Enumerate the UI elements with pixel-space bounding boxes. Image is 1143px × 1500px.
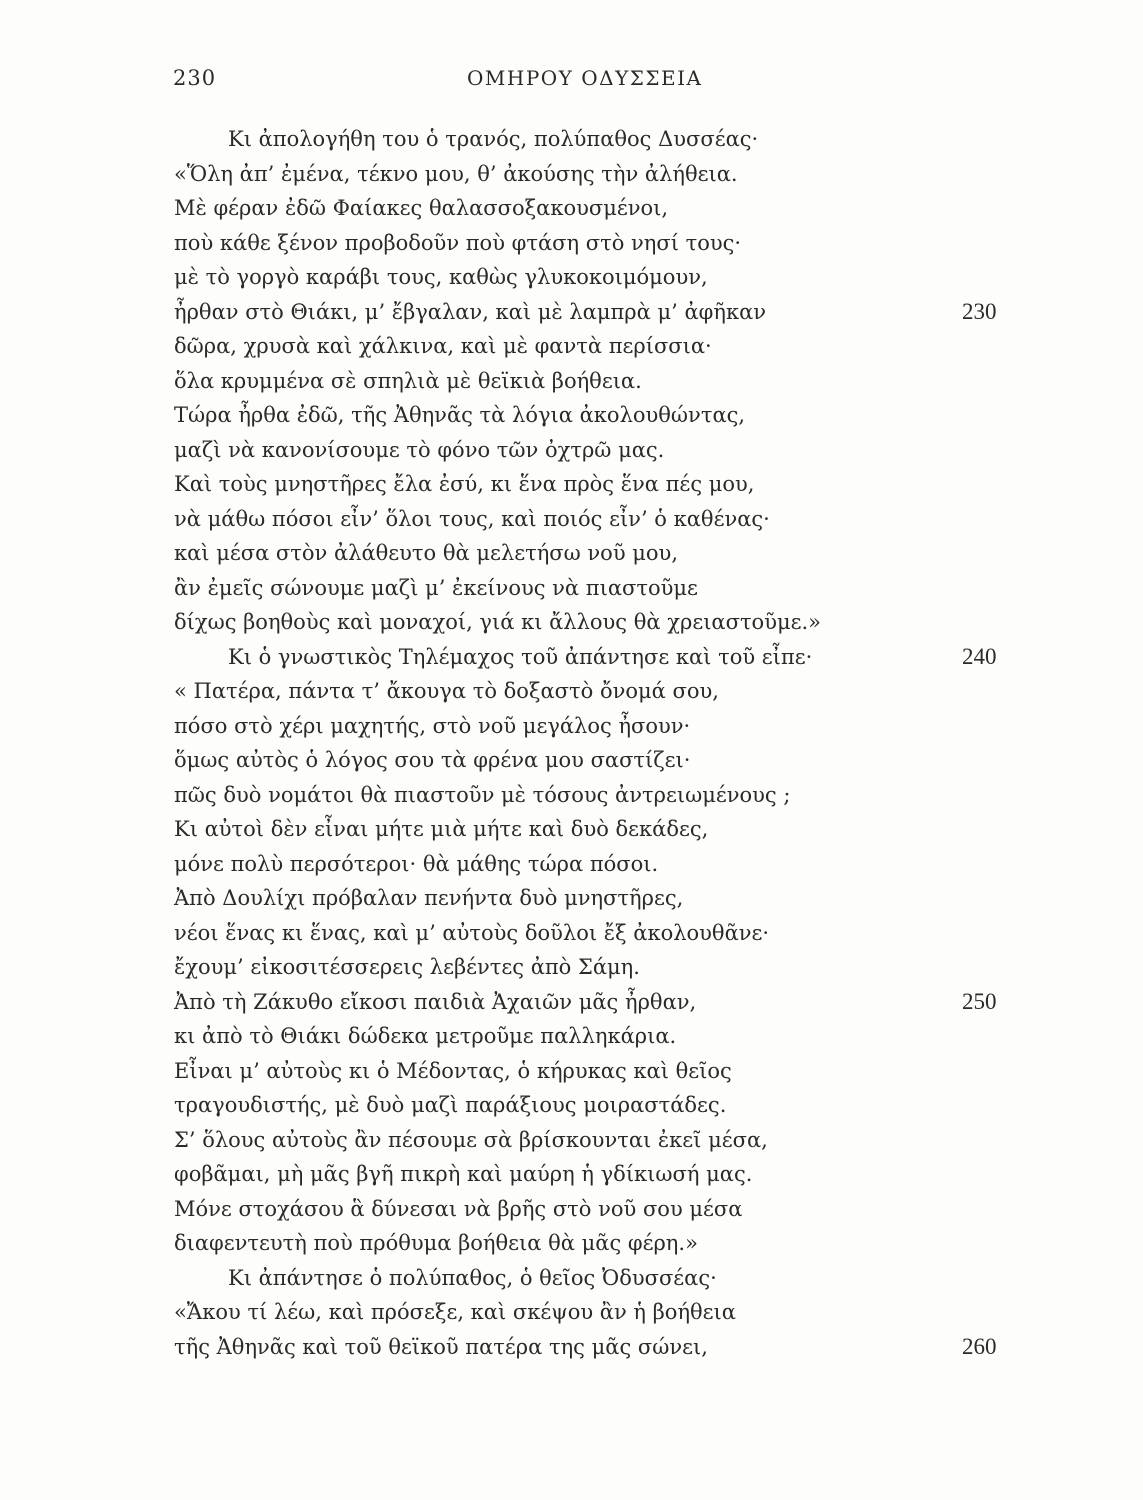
verse-line xyxy=(0,1054,1143,1089)
verse-text: Κι ἀπολογήθη του ὁ τρανός, πολύπαθος Δυσσέας· xyxy=(228,127,759,151)
verse-text: νέοι ἕνας κι ἕνας, καὶ μ’ αὐτοὺς δοῦλοι ἔξ ἀκολουθᾶνε· xyxy=(174,920,770,945)
verse-line xyxy=(0,398,1143,433)
verse-line xyxy=(0,1019,1143,1054)
verse-line xyxy=(0,364,1143,399)
verse-line xyxy=(0,1330,1143,1365)
verse-text: Ἀπὸ Δουλίχι πρόβαλαν πενήντα δυὸ μνηστῆρες, xyxy=(174,886,684,910)
verse-text: «Ἄκου τί λέω, καὶ πρόσεξε, καὶ σκέψου ἂν ἡ βοήθεια xyxy=(174,1300,736,1324)
verse-text: μαζὶ νὰ κανονίσουμε τὸ φόνο τῶν ὀχτρῶ μας. xyxy=(174,437,665,462)
verse-line xyxy=(0,467,1143,502)
verse-text: Εἶναι μ’ αὐτοὺς κι ὁ Μέδοντας, ὁ κήρυκας καὶ θεῖος xyxy=(174,1058,732,1083)
verse-text: διαφεντευτὴ ποὺ πρόθυμα βοήθεια θὰ μᾶς φέρη.» xyxy=(174,1231,698,1255)
verse-line xyxy=(0,295,1143,330)
verse-line xyxy=(0,847,1143,882)
verse-text: μὲ τὸ γοργὸ καράβι τους, καθὼς γλυκοκοιμόμουν, xyxy=(174,265,708,289)
verse-text: Κι αὐτοὶ δὲν εἶναι μήτε μιὰ μήτε καὶ δυὸ δεκάδες, xyxy=(174,817,709,841)
verse-line xyxy=(0,743,1143,778)
verse-text: Μὲ φέραν ἐδῶ Φαίακες θαλασσοξακουσμένοι, xyxy=(174,196,669,220)
verse-text: Κι ἀπάντησε ὁ πολύπαθος, ὁ θεῖος Ὀδυσσέας· xyxy=(228,1265,717,1290)
line-number: 260 xyxy=(962,1333,997,1359)
page-header xyxy=(0,66,1143,102)
verse-text: μόνε πολὺ περσότεροι· θὰ μάθης τώρα πόσοι. xyxy=(174,851,659,876)
verse-line xyxy=(0,260,1143,295)
verse-text: πῶς δυὸ νομάτοι θὰ πιαστοῦν μὲ τόσους ἀντρειωμένους ; xyxy=(174,782,791,807)
verse-text: Τώρα ἦρθα ἐδῶ, τῆς Ἀθηνᾶς τὰ λόγια ἀκολουθώντας, xyxy=(174,403,746,427)
verse-line xyxy=(0,226,1143,261)
verse-line xyxy=(0,502,1143,537)
verse-line xyxy=(0,1226,1143,1261)
line-number: 230 xyxy=(962,298,997,324)
line-number: 250 xyxy=(962,988,997,1014)
verse-line xyxy=(0,950,1143,985)
verse-line xyxy=(0,778,1143,813)
verse-line xyxy=(0,1295,1143,1330)
verse-line xyxy=(0,916,1143,951)
verse-text: Σ’ ὅλους αὐτοὺς ἂν πέσουμε σὰ βρίσκουνται ἐκεῖ μέσα, xyxy=(174,1127,768,1152)
verse-text: ποὺ κάθε ξένον προβοδοῦν ποὺ φτάση στὸ νησί τους· xyxy=(174,230,742,255)
verse-text: ὅμως αὐτὸς ὁ λόγος σου τὰ φρένα μου σαστίζει· xyxy=(174,748,691,772)
verse-text: ἂν ἐμεῖς σώνουμε μαζὶ μ’ ἐκείνους νὰ πιαστοῦμε xyxy=(174,575,698,600)
line-number: 240 xyxy=(962,643,997,669)
verse-line xyxy=(0,329,1143,364)
verse-line xyxy=(0,433,1143,468)
verse-line xyxy=(0,122,1143,157)
verse-line xyxy=(0,812,1143,847)
verse-line xyxy=(0,985,1143,1020)
verse-text: ἦρθαν στὸ Θιάκι, μ’ ἔβγαλαν, καὶ μὲ λαμπρὰ μ’ ἀφῆκαν xyxy=(174,299,767,324)
verse-line xyxy=(0,191,1143,226)
poem-text xyxy=(0,122,1143,1364)
verse-text: κι ἀπὸ τὸ Θιάκι δώδεκα μετροῦμε παλληκάρια. xyxy=(174,1024,677,1048)
verse-text: τραγουδιστής, μὲ δυὸ μαζὶ παράξιους μοιραστάδες. xyxy=(174,1093,727,1117)
verse-line xyxy=(0,640,1143,675)
verse-text: φοβᾶμαι, μὴ μᾶς βγῆ πικρὴ καὶ μαύρη ἡ γδίκιωσή μας. xyxy=(174,1162,753,1186)
running-title: ΟΜΗΡΟΥ ΟΔΥΣΣΕΙΑ xyxy=(467,66,703,90)
verse-line xyxy=(0,536,1143,571)
verse-line xyxy=(0,571,1143,606)
verse-line xyxy=(0,1261,1143,1296)
verse-text: Κι ὁ γνωστικὸς Τηλέμαχος τοῦ ἀπάντησε καὶ τοῦ εἶπε· xyxy=(228,644,813,669)
verse-line xyxy=(0,1192,1143,1227)
verse-text: ὅλα κρυμμένα σὲ σπηλιὰ μὲ θεϊκιὰ βοήθεια. xyxy=(174,368,642,393)
verse-text: Μόνε στοχάσου ἃ δύνεσαι νὰ βρῆς στὸ νοῦ σου μέσα xyxy=(174,1196,743,1221)
verse-line xyxy=(0,709,1143,744)
verse-text: Καὶ τοὺς μνηστῆρες ἔλα ἐσύ, κι ἕνα πρὸς ἕνα πές μου, xyxy=(174,472,755,496)
verse-text: πόσο στὸ χέρι μαχητής, στὸ νοῦ μεγάλος ἦσουν· xyxy=(174,713,691,738)
verse-text: ἔχουμ’ εἰκοσιτέσσερεις λεβέντες ἀπὸ Σάμη. xyxy=(174,955,640,979)
verse-text: τῆς Ἀθηνᾶς καὶ τοῦ θεϊκοῦ πατέρα της μᾶς σώνει, xyxy=(174,1334,708,1359)
verse-text: « Πατέρα, πάντα τ’ ἄκουγα τὸ δοξαστὸ ὄνομά σου, xyxy=(174,679,719,703)
verse-line xyxy=(0,1157,1143,1192)
page-number: 230 xyxy=(173,66,217,90)
verse-line xyxy=(0,1088,1143,1123)
verse-text: δῶρα, χρυσὰ καὶ χάλκινα, καὶ μὲ φαντὰ περίσσια· xyxy=(174,334,712,358)
verse-text: Ἀπὸ τὴ Ζάκυθο εἴκοσι παιδιὰ Ἀχαιῶν μᾶς ἦρθαν, xyxy=(174,989,697,1014)
verse-text: νὰ μάθω πόσοι εἶν’ ὅλοι τους, καὶ ποιός εἶν’ ὁ καθένας· xyxy=(174,506,770,531)
verse-line xyxy=(0,157,1143,192)
verse-text: «Ὅλη ἀπ’ ἐμένα, τέκνο μου, θ’ ἀκούσης τὴν ἀλήθεια. xyxy=(174,161,738,186)
verse-text: καὶ μέσα στὸν ἀλάθευτο θὰ μελετήσω νοῦ μου, xyxy=(174,541,678,565)
verse-line xyxy=(0,1123,1143,1158)
verse-line xyxy=(0,674,1143,709)
verse-text: δίχως βοηθοὺς καὶ μοναχοί, γιά κι ἄλλους θὰ χρειαστοῦμε.» xyxy=(174,610,822,634)
verse-line xyxy=(0,881,1143,916)
verse-line xyxy=(0,605,1143,640)
